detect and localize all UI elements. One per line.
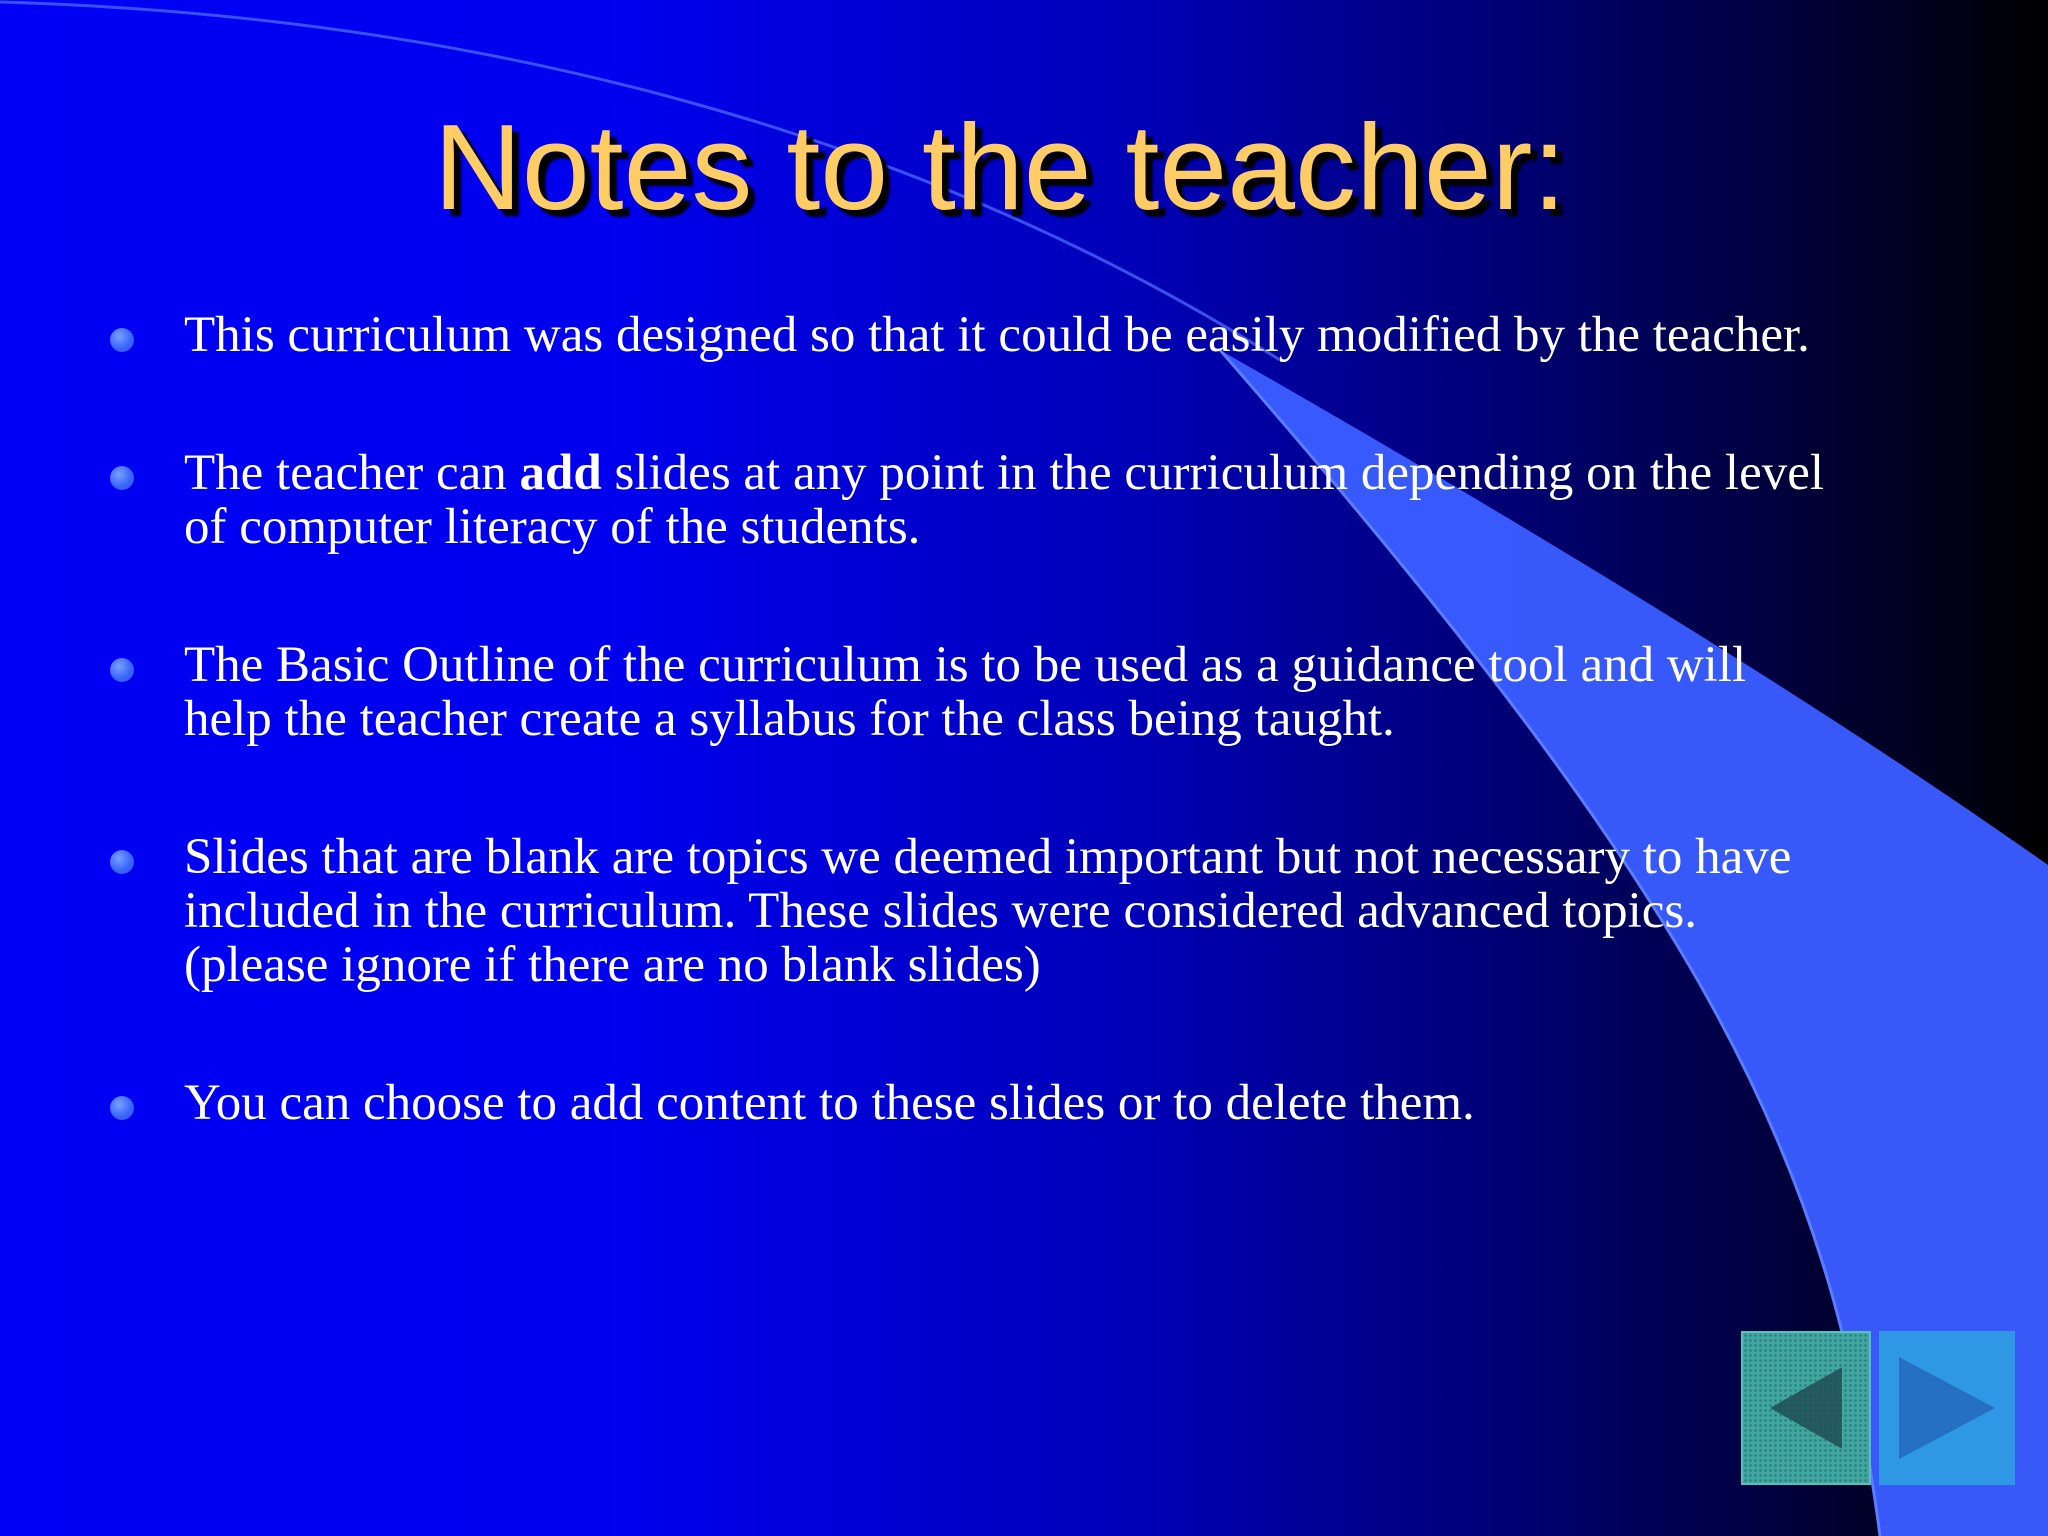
bullet-dot-icon [110,328,134,352]
previous-slide-button[interactable] [1741,1331,1871,1485]
bullet-item [110,830,1840,992]
bullet-item [110,308,1840,362]
slide-title: Notes to the teacher: [433,99,1567,235]
bullet-item [110,446,1840,554]
bullet-text: Slides that are blank are topics we deemed important but not necessary to have included in the curriculum. These slides were considered advanced topics. (please ignore if there are no blank slides) [184,829,1792,993]
bullet-list [110,308,1840,1130]
triangle-left-icon [1743,1333,1869,1483]
bullet-dot-icon [110,658,134,682]
bullet-text: You can choose to add content to these slides or to delete them. [184,1075,1475,1131]
bullet-item [110,638,1840,746]
bullet-dot-icon [110,466,134,490]
bullet-text-start: The teacher can [184,445,520,501]
bullet-item [110,1076,1840,1130]
bullet-text-end: slides at any point in the curriculum depending on the level of computer literacy of the students. [184,445,1825,555]
next-slide-button[interactable] [1879,1331,2015,1485]
bullet-text: The Basic Outline of the curriculum is to be used as a guidance tool and will help the teacher create a syllabus for the class being taught. [184,637,1747,747]
bullet-text-emphasis: add [519,445,602,501]
bullet-dot-icon [110,1096,134,1120]
bullet-dot-icon [110,850,134,874]
bullet-text: This curriculum was designed so that it could be easily modified by the teacher. [184,307,1810,363]
triangle-right-icon [1879,1331,2015,1485]
slide-navigation [1741,1331,2015,1485]
